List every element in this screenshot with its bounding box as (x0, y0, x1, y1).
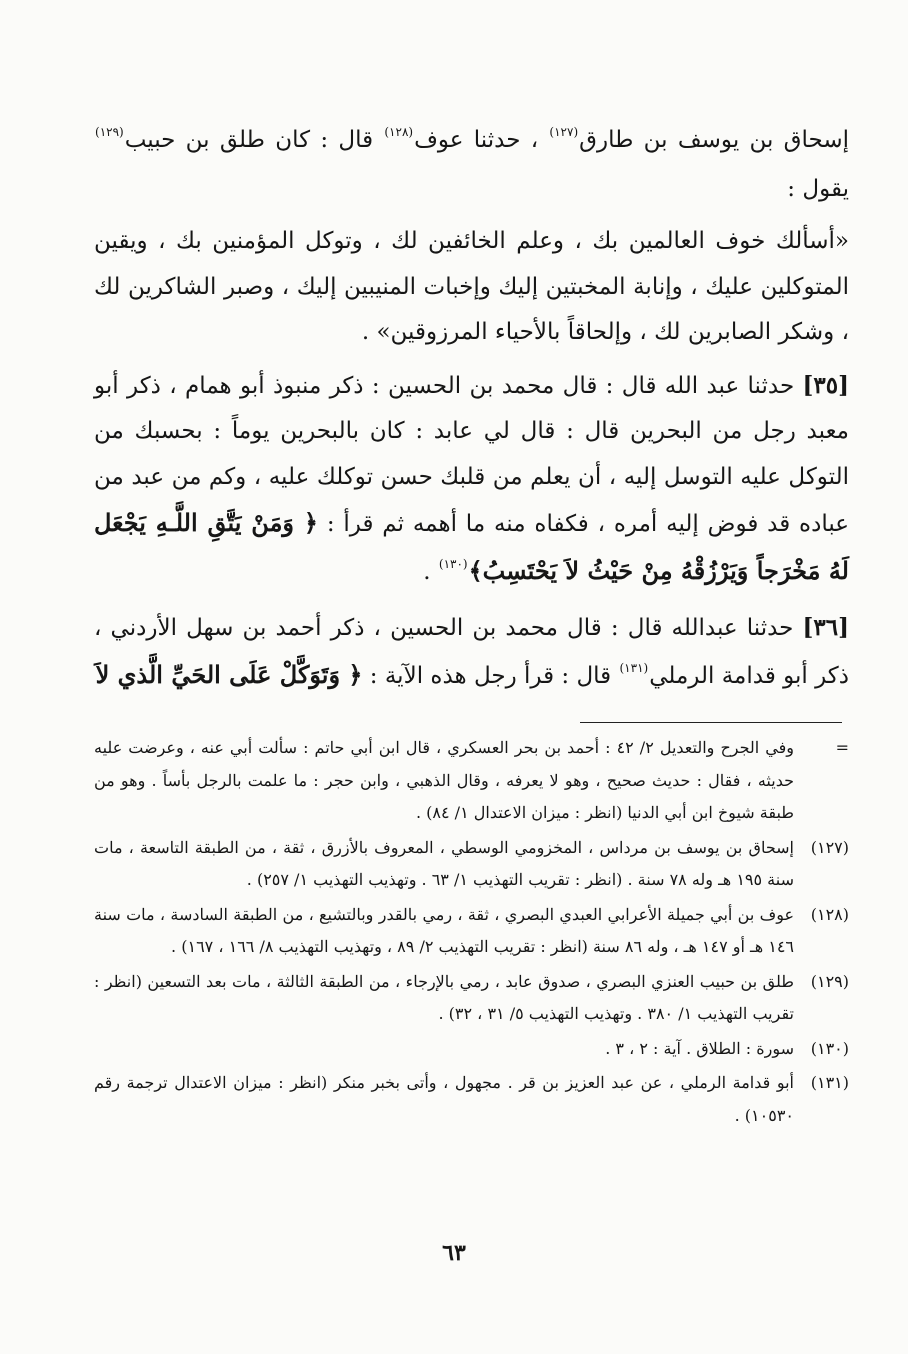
text-segment: قال : كان طلق بن حبيب (124, 127, 374, 153)
text-segment: يقول : (787, 175, 849, 202)
quran-verse: ﴿ وَتَوَكَّلْ عَلَى الحَيِّ الَّذي لاَ (95, 659, 363, 689)
paragraph-supplication: «أسألك خوف العالمين بك ، وعلم الخائفين لك ، وتوكل المؤمنين بك ، ويقين المتوكلين عليك ، وإنابة المخبتين إليك وإخبات المنيبين إليك ، وصبر الشاكرين لك ، وشكر الصابرين لك ، وإلحاقاً بالأحياء المرزوقين» . (94, 228, 849, 345)
main-text (94, 118, 849, 709)
footnote-ref: (١٣١) (619, 660, 649, 675)
footnote (94, 832, 849, 897)
footnote (94, 1033, 849, 1066)
footnote-number: (١٣١) (810, 1073, 849, 1092)
text-segment: قال : قرأ رجل هذه الآية : (369, 662, 612, 689)
text-segment: حدثنا عبدالله قال : قال محمد بن الحسين ، ذكر أحمد بن سهل الأردني ، ذكر أبو قدامة الرملي (94, 615, 849, 689)
text-segment: إسحاق بن يوسف بن طارق (579, 127, 850, 153)
paragraph-36 (94, 605, 849, 702)
page-number: ٦٣ (442, 1240, 466, 1266)
narration-number: [٣٦] (802, 614, 849, 641)
footnote-text: وفي الجرح والتعديل ٢/ ٤٢ : أحمد بن بحر العسكري ، قال ابن أبي حاتم : سألت أبي عنه ، وعرضت عليه حديثه ، فقال : حديث صحيح ، وهو لا يعرفه ، وقال الذهبي ، وابن حجر : ما علمت بالرجل بأساً . وهو من طبقة شيوخ ابن أبي الدنيا (انظر : ميزان الاعتدال ١/ ٨٤) . (94, 738, 794, 822)
footnote (94, 732, 849, 830)
footnote-ref: (١٢٩) (95, 125, 124, 139)
footnote-text: أبو قدامة الرملي ، عن عبد العزيز بن قر . مجهول ، وأتى بخبر منكر (انظر : ميزان الاعتدال ترجمة رقم ١٠٥٣٠) . (94, 1073, 794, 1125)
footnote (94, 966, 849, 1031)
text-segment: . (423, 558, 431, 585)
footnote-number: (١٢٧) (810, 837, 849, 857)
footnote (94, 899, 849, 964)
footnote-text: طلق بن حبيب العنزي البصري ، صدوق عابد ، رمي بالإرجاء ، من الطبقة الثالثة ، مات بعد التسعين (انظر : تقريب التهذيب ١/ ٣٨٠ . وتهذيب التهذيب ٥/ ٣١ ، ٣٢) . (94, 971, 794, 1023)
footnote-ref: (١٢٧) (549, 125, 579, 139)
footnote-divider (580, 722, 842, 723)
footnote-number: (١٣٠) (810, 1038, 849, 1058)
footnote-text: عوف بن أبي جميلة الأعرابي العبدي البصري ، ثقة ، رمي بالقدر وبالتشيع ، من الطبقة السادسة ، مات سنة ١٤٦ هـ أو ١٤٧ هـ ، وله ٨٦ سنة (انظر : تقريب التهذيب ٢/ ٨٩ ، وتهذيب التهذيب ٨/ ١٦٦ ، ١٦٧) . (94, 904, 795, 956)
footnote-ref: (١٣٠) (438, 556, 468, 571)
quran-verse: ﴿ وَمَنْ يَتَّقِ اللَّـهِ يَجْعَل لَهُ مَخْرَجاً وَيَرْزُقْهُ مِنْ حَيْثُ لاَ يَحْتَسِبُ﴾ (94, 508, 849, 585)
footnotes (94, 732, 849, 1134)
narration-number: [٣٥] (802, 371, 850, 399)
footnote-text: إسحاق بن يوسف بن مرداس ، المخزومي الوسطي ، المعروف بالأزرق ، ثقة ، من الطبقة التاسعة ، مات سنة ١٩٥ هـ وله ٧٨ سنة . (انظر : تقريب التهذيب ١/ ٦٣ . وتهذيب التهذيب ١/ ٢٥٧) . (94, 837, 794, 889)
footnote-text: سورة : الطلاق . آية : ٢ ، ٣ . (605, 1038, 794, 1058)
footnote-number: (١٢٨) (810, 904, 849, 924)
footnote-ref: (١٢٨) (384, 125, 414, 139)
paragraph-35 (94, 363, 849, 599)
footnote-number: (١٢٩) (810, 971, 849, 991)
text-segment: حدثنا عبد الله قال : قال محمد بن الحسين : ذكر منبوذ أبو همام ، ذكر أبو معبد رجل من البحرين قال : قال لي عابد : كان بالبحرين يوماً : بحسبك من التوكل عليه التوسل إليه ، أن يعلم من قلبك حسن توكلك عليه ، وكم من عبد من عباده قد فوض إليه أمره ، فكفاه منه ما أهمه ثم قرأ : (94, 372, 850, 537)
footnote (94, 1067, 849, 1132)
footnote-number: = (835, 738, 849, 757)
text-segment: ، حدثنا عوف (414, 127, 539, 153)
paragraph-isnad (94, 118, 849, 212)
